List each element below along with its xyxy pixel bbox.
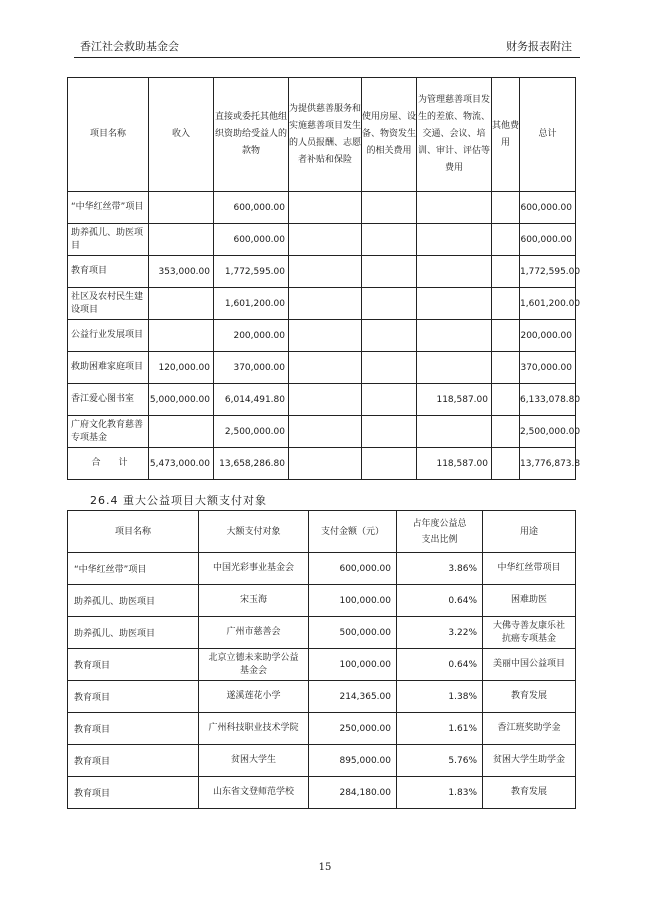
table-row: 社区及农村民生建设项目 1,601,200.00 1,601,200.00: [68, 288, 576, 320]
table-row: 助养孤儿、助医项目 宋玉海 100,000.00 0.64% 困难助医: [68, 585, 576, 617]
table-row: 教育项目 山东省文登师范学校 284,180.00 1.83% 教育发展: [68, 777, 576, 809]
col-header-mgmt: 为管理慈善项目发生的差旅、物流、交通、会议、培训、审计、评估等费用: [417, 78, 492, 192]
col-header-project: 项目名称: [68, 78, 149, 192]
col-header-project: 项目名称: [68, 511, 199, 553]
section-title: 26.4 重大公益项目大额支付对象: [90, 494, 267, 507]
table-row: 公益行业发展项目 200,000.00 200,000.00: [68, 320, 576, 352]
header-org-name: 香江社会救助基金会: [80, 40, 179, 53]
table-row: 教育项目 广州科技职业技术学院 250,000.00 1.61% 香江班奖助学金: [68, 713, 576, 745]
page-number: 15: [318, 862, 332, 873]
table-row: 教育项目 贫困大学生 895,000.00 5.76% 贫困大学生助学金: [68, 745, 576, 777]
large-payment-table: [67, 510, 576, 809]
table-row: 香江爱心图书室 5,000,000.00 6,014,491.80 118,587.00 6,133,078.80: [68, 384, 576, 416]
expense-by-project-table: [67, 77, 581, 480]
table-row: 救助困难家庭项目 120,000.00 370,000.00 370,000.00: [68, 352, 576, 384]
col-header-payee: 大额支付对象: [199, 511, 309, 553]
table-row: “中华红丝带”项目 600,000.00 600,000.00: [68, 192, 576, 224]
col-header-other: 其他费用: [492, 78, 520, 192]
header-divider: [74, 57, 580, 58]
table-row: “中华红丝带”项目 中国光彩事业基金会 600,000.00 3.86% 中华红丝带项目: [68, 553, 576, 585]
table-row: 教育项目 北京立德未来助学公益基金会 100,000.00 0.64% 美丽中国公益项目: [68, 649, 576, 681]
table-row: 广府文化教育慈善专项基金 2,500,000.00 2,500,000.00: [68, 416, 576, 448]
table-row: 教育项目 353,000.00 1,772,595.00 1,772,595.00: [68, 256, 576, 288]
col-header-purpose: 用途: [483, 511, 576, 553]
col-header-amount: 支付金额（元）: [309, 511, 397, 553]
col-header-property: 使用房屋、设备、物资发生的相关费用: [362, 78, 417, 192]
col-header-total: 总计: [520, 78, 576, 192]
table-row: 教育项目 遂溪莲花小学 214,365.00 1.38% 教育发展: [68, 681, 576, 713]
col-header-ratio: 占年度公益总支出比例: [397, 511, 483, 553]
col-header-staff: 为提供慈善服务和实施慈善项目发生的人员报酬、志愿者补贴和保险: [289, 78, 362, 192]
table-row: 助养孤儿、助医项目 600,000.00 600,000.00: [68, 224, 576, 256]
table-row: 助养孤儿、助医项目 广州市慈善会 500,000.00 3.22% 大佛寺善友康乐社抗癌专项基金: [68, 617, 576, 649]
table-total-row: 合 计 5,473,000.00 13,658,286.80 118,587.00 13,776,873.8: [68, 448, 576, 480]
header-doc-title: 财务报表附注: [506, 40, 572, 53]
col-header-direct: 直接或委托其他组织资助给受益人的款物: [214, 78, 289, 192]
col-header-income: 收入: [149, 78, 214, 192]
